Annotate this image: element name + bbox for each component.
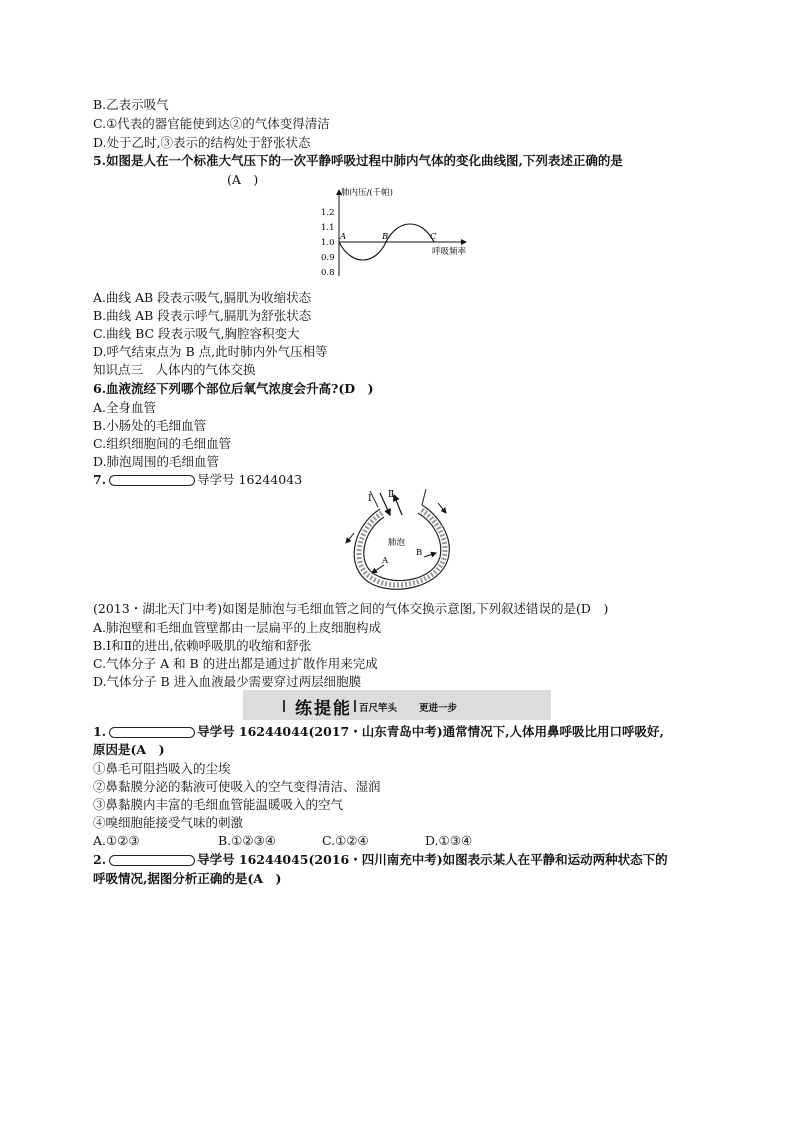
p1-option-c: C.①②④ (322, 833, 369, 848)
point-a-label: A (340, 232, 347, 242)
p2-header (93, 851, 668, 868)
q7-option-b: B.Ⅰ和Ⅱ的进出,依赖呼吸肌的收缩和舒张 (93, 638, 312, 653)
p1-item-2: ②鼻黏膜分泌的黏液可使吸入的空气变得清洁、湿润 (93, 779, 381, 794)
airway-right-wall (422, 489, 426, 505)
q7-stem: (2013・湖北天门中考)如图是肺泡与毛细血管之间的气体交换示意图,下列叙述错误的是(D ) (93, 601, 609, 616)
section-banner (243, 690, 551, 720)
p1-option-d: D.①③④ (425, 833, 473, 848)
q7-guide-badge (109, 475, 195, 486)
label-ii: Ⅱ (388, 490, 395, 500)
arrow-ii (394, 495, 402, 515)
p1-option-a: A.①②③ (93, 833, 140, 848)
q6-option-b: B.小肠处的毛细血管 (93, 418, 207, 433)
q5-option-d: D.呼气结束点为 B 点,此时肺内外气压相等 (93, 344, 328, 359)
q6-option-a: A.全身血管 (93, 400, 157, 415)
q5-option-c: C.曲线 BC 段表示吸气,胸腔容积变大 (93, 326, 300, 341)
p2-number: 2. (93, 852, 107, 867)
q7-header (93, 471, 302, 488)
q5-stem: 5.如图是人在一个标准大气压下的一次平静呼吸过程中肺内气体的变化曲线图,下列表述正确的是 (93, 153, 623, 168)
p2-guide-badge (109, 855, 195, 866)
p1-header (93, 723, 664, 740)
q5-option-b: B.曲线 AB 段表示呼气,膈肌为舒张状态 (93, 308, 312, 323)
p1-option-b: B.①②③④ (218, 833, 276, 848)
q5-answer: (A ) (227, 172, 259, 187)
q7-option-c: C.气体分子 A 和 B 的进出都是通过扩散作用来完成 (93, 656, 378, 671)
p1-guide-badge (109, 727, 195, 738)
p1-item-1: ①鼻毛可阻挡吸入的尘埃 (93, 761, 231, 776)
arrow-blood-out (438, 503, 446, 513)
q5-pressure-chart (308, 184, 468, 284)
section-3-heading: 知识点三 人体内的气体交换 (93, 362, 256, 377)
p1-item-4: ④嗅细胞能接受气味的刺激 (93, 815, 244, 830)
y-tick-0.9: 0.9 (321, 253, 335, 263)
q7-guide-number: 导学号 16244043 (197, 472, 303, 487)
arrow-blood-in (346, 533, 354, 543)
q7-option-a: A.肺泡壁和毛细血管壁都由一层扁平的上皮细胞构成 (93, 620, 382, 635)
p1-number: 1. (93, 724, 107, 739)
banner-subtitle-1: 百尺竿头 (359, 703, 398, 714)
q4-option-b: B.乙表示吸气 (93, 97, 169, 112)
p2-text: 导学号 16244045(2016・四川南充中考)如图表示某人在平静和运动两种状态下的 (197, 852, 668, 867)
point-c-label: C (430, 232, 437, 242)
banner-subtitle-2: 更进一步 (419, 703, 458, 714)
q4-option-c: C.①代表的器官能使到达②的气体变得清洁 (93, 116, 330, 131)
label-b: B (416, 548, 423, 558)
q4-option-d: D.处于乙时,③表示的结构处于舒张状态 (93, 135, 311, 150)
label-a: A (382, 556, 389, 566)
label-alveolus: 肺泡 (388, 538, 406, 548)
label-i: Ⅰ (368, 494, 372, 504)
q7-option-d: D.气体分子 B 进入血液最少需要穿过两层细胞膜 (93, 674, 362, 689)
y-axis-label: 肺内压/(千帕) (341, 188, 393, 198)
q6-option-c: C.组织细胞间的毛细血管 (93, 436, 232, 451)
x-axis-label: 呼吸频率 (432, 247, 467, 257)
alveolus-diagram (340, 487, 462, 597)
q7-number: 7. (93, 472, 107, 487)
banner-bar-left (283, 700, 285, 712)
p1-text: 导学号 16244044(2017・山东青岛中考)通常情况下,人体用鼻呼吸比用口呼吸好, (197, 724, 664, 739)
arrow-b (424, 553, 436, 557)
y-tick-1.0: 1.0 (321, 238, 335, 248)
p2-text-2: 呼吸情况,据图分析正确的是(A ) (93, 871, 282, 886)
point-b-label: B (382, 232, 389, 242)
banner-title: 练提能 (295, 699, 352, 719)
p1-item-3: ③鼻黏膜内丰富的毛细血管能温暖吸入的空气 (93, 797, 344, 812)
p1-text-2: 原因是(A ) (93, 742, 165, 757)
arrow-a (372, 565, 384, 573)
q6-stem: 6.血液流经下列哪个部位后氧气浓度会升高?(D ) (93, 381, 374, 396)
banner-bar-right (354, 700, 356, 712)
y-tick-1.1: 1.1 (321, 223, 335, 233)
y-tick-0.8: 0.8 (321, 268, 335, 278)
q5-option-a: A.曲线 AB 段表示吸气,膈肌为收缩状态 (93, 290, 312, 305)
y-tick-1.2: 1.2 (321, 208, 335, 218)
q6-option-d: D.肺泡周围的毛细血管 (93, 454, 220, 469)
